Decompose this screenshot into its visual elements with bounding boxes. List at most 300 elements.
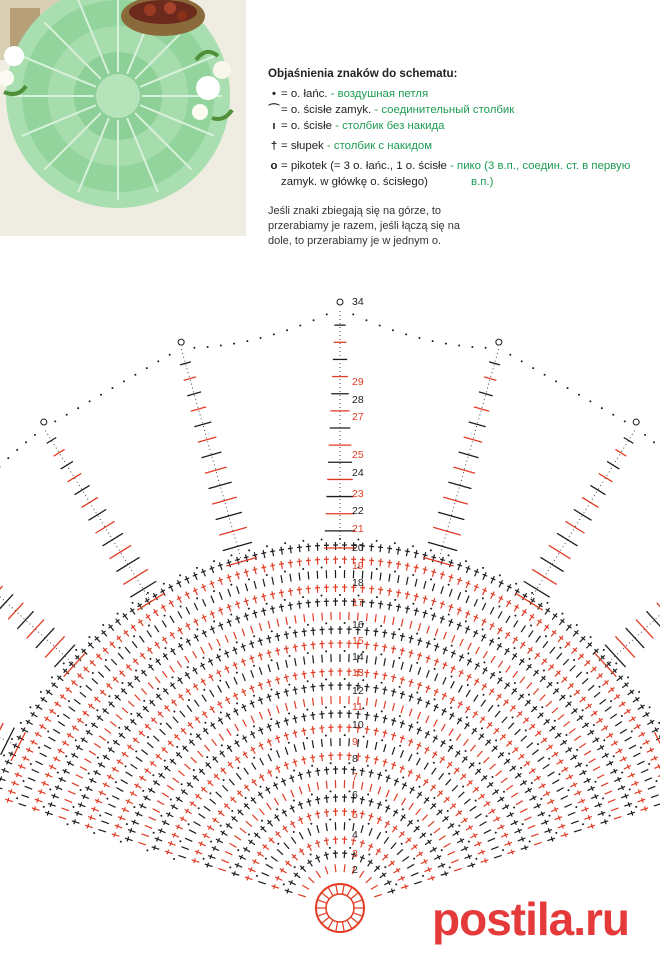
stitch-mark [588, 685, 594, 690]
stitch-mark [642, 798, 644, 803]
chain-dot [286, 329, 288, 331]
chain-dot [529, 840, 531, 842]
stitch-mark [282, 794, 286, 801]
chain-dot [179, 574, 181, 576]
chain-dot [541, 706, 543, 708]
stitch-mark [458, 792, 464, 797]
row-number: 2 [352, 864, 358, 876]
stitch-mark [259, 712, 262, 719]
stitch-mark [498, 661, 502, 668]
arc-icon: ⌒ [268, 104, 280, 116]
stitch-mark [454, 868, 462, 870]
spoke-rung [17, 611, 33, 629]
stitch-mark [387, 562, 392, 563]
spoke-rung [109, 545, 131, 558]
stitch-mark [508, 723, 513, 729]
chain-dot [544, 374, 546, 376]
stitch-mark [235, 618, 240, 620]
chain-dot [330, 762, 332, 764]
stitch-mark [218, 868, 226, 870]
stitch-mark [466, 581, 469, 588]
stitch-mark [85, 825, 93, 827]
picot-ring [337, 299, 343, 305]
stitch-round [232, 794, 449, 876]
stitch-mark [47, 811, 49, 816]
stitch-mark [187, 705, 192, 711]
stitch-mark [205, 864, 213, 866]
stitch-mark [152, 847, 160, 849]
chain-dot [306, 737, 308, 739]
stitch-mark [384, 630, 385, 638]
stitch-mark [409, 709, 412, 717]
stitch-mark [310, 686, 315, 687]
stitch-mark [162, 621, 166, 628]
stitch-mark [445, 871, 447, 876]
picot-ring [496, 339, 502, 345]
stitch-mark [431, 600, 436, 601]
chain-dot [310, 854, 312, 856]
stitch-mark [397, 849, 403, 854]
spoke-rung [187, 392, 201, 396]
row-number: 22 [352, 505, 364, 517]
stitch-mark [321, 753, 322, 761]
stitch-mark [392, 747, 395, 755]
chain-dot [97, 757, 99, 759]
chain-dot [230, 613, 232, 615]
stitch-mark [268, 621, 270, 629]
chain-dot [615, 662, 617, 664]
stitch-mark [527, 683, 532, 689]
stitch-mark [191, 757, 197, 763]
stitch-mark [170, 666, 175, 673]
chain-dot [325, 706, 327, 708]
stitch-mark [242, 629, 245, 637]
stitch-mark [508, 841, 510, 846]
stitch-mark [579, 743, 586, 747]
stitch-mark [310, 757, 315, 758]
spoke-rung [8, 603, 23, 620]
stitch-mark [219, 734, 224, 741]
stitch-mark [312, 740, 313, 748]
chain-dot [363, 736, 365, 738]
stitch-rings [0, 542, 660, 897]
stitch-mark [528, 825, 535, 828]
stitch-mark [293, 761, 298, 762]
stitch-mark [416, 758, 420, 765]
stitch-mark [284, 648, 289, 649]
stitch-mark [375, 628, 376, 636]
stitch-mark [638, 799, 646, 802]
stitch-mark [313, 684, 314, 692]
stitch-mark [558, 714, 564, 719]
chain-dot [502, 849, 504, 851]
stitch-mark [267, 725, 272, 727]
stitch-mark [304, 614, 305, 622]
stitch-mark [600, 699, 606, 704]
stitch-mark [218, 564, 223, 566]
stitch-mark [147, 743, 153, 748]
stitch-mark [401, 691, 403, 699]
spoke-rung [212, 497, 237, 504]
stitch-mark [581, 808, 588, 811]
stitch-mark [236, 773, 241, 779]
chain-dot [482, 567, 484, 569]
stitch-mark [274, 798, 278, 805]
chain-dot [219, 680, 221, 682]
stitch-mark [221, 860, 228, 863]
stitch-mark [88, 817, 96, 820]
chain-dot [522, 823, 524, 825]
spoke-rung [615, 636, 634, 657]
chain-dot [497, 705, 499, 707]
stitch-mark [628, 802, 630, 807]
stitch-mark [237, 572, 239, 580]
stitch-mark [210, 567, 215, 569]
chain-dot [273, 333, 275, 335]
stitch-mark [380, 587, 381, 595]
stitch-mark [193, 651, 197, 658]
stitch-mark [524, 817, 531, 820]
stitch-mark [277, 735, 280, 743]
stitch-mark [312, 726, 313, 734]
stitch-mark [288, 548, 293, 549]
stitch-mark [245, 569, 247, 577]
stitch-mark [402, 857, 408, 862]
stitch-mark [396, 592, 401, 593]
chain-dot [434, 638, 436, 640]
chain-dot [481, 727, 483, 729]
stitch-mark [409, 652, 414, 653]
stitch-mark [365, 757, 370, 758]
stitch-mark [507, 851, 515, 853]
stitch-mark [451, 681, 455, 688]
stitch-mark [298, 894, 306, 896]
stitch-mark [308, 572, 309, 580]
stitch-mark [288, 605, 293, 606]
chain-dot [219, 649, 221, 651]
stitch-mark [441, 724, 445, 731]
stitch-mark [222, 785, 228, 791]
stitch-mark [225, 851, 232, 855]
stitch-mark [375, 657, 376, 665]
stitch-mark [114, 832, 116, 837]
stitch-mark [427, 626, 429, 634]
stitch-mark [219, 577, 222, 585]
chain-dot [567, 387, 569, 389]
stitch-mark [194, 700, 199, 707]
chain-dot [573, 659, 575, 661]
stitch-mark [246, 821, 252, 826]
stitch-mark [72, 783, 79, 786]
center-stitch [328, 887, 333, 896]
chain-dot [540, 798, 542, 800]
chain-dot [80, 789, 82, 791]
stitch-mark [369, 772, 374, 773]
chain-dot [311, 793, 313, 795]
stitch-mark [259, 697, 262, 704]
stitch-mark [308, 586, 309, 594]
chain-dot [621, 772, 623, 774]
row-number: 6 [352, 789, 358, 801]
stitch-mark [387, 605, 392, 606]
stitch-mark [63, 714, 70, 719]
stitch-mark [335, 836, 336, 844]
stitch-mark [242, 674, 245, 681]
chain-dot [233, 343, 235, 345]
stitch-mark [322, 669, 323, 677]
stitch-mark [303, 699, 304, 707]
stitch-mark [335, 850, 336, 858]
stitch-mark [91, 808, 98, 811]
row-number: 21 [352, 523, 364, 535]
spoke-rung [615, 449, 626, 456]
stitch-mark [402, 798, 406, 805]
stitch-mark [272, 563, 274, 571]
stitch-mark [251, 716, 254, 723]
stitch-mark [441, 586, 443, 594]
stitch-mark [459, 685, 463, 692]
chain-dot [266, 574, 268, 576]
chain-dot [381, 682, 383, 684]
stitch-mark [243, 720, 247, 727]
stitch-mark [289, 777, 294, 779]
chain-dot [416, 633, 418, 635]
stitch-mark [279, 564, 284, 565]
stitch-mark [7, 798, 9, 803]
chain-dot [349, 819, 351, 821]
stitch-mark [98, 672, 104, 678]
chain-dot [237, 849, 239, 851]
chain-dot [93, 832, 95, 834]
stitch-mark [423, 598, 428, 599]
spoke-rung [89, 509, 107, 520]
stitch-mark [317, 782, 318, 790]
chain-dot [412, 574, 414, 576]
stitch-mark [417, 699, 422, 701]
stitch-mark [431, 615, 436, 617]
chain-dot [471, 346, 473, 348]
stitch-mark [360, 770, 365, 771]
stitch-mark [423, 555, 428, 556]
chain-dot [475, 800, 477, 802]
spoke-rung [540, 557, 563, 571]
stitch-mark [434, 720, 438, 727]
stitch-mark [384, 715, 386, 723]
stitch-mark [418, 697, 421, 704]
stitch-mark [251, 626, 253, 634]
stitch-mark [366, 726, 367, 734]
stitch-mark [384, 644, 385, 652]
stitch-mark [458, 577, 461, 585]
stitch-mark [471, 863, 473, 868]
chain-dot [321, 538, 323, 540]
stitch-mark [384, 672, 386, 680]
stitch-mark [361, 782, 362, 790]
stitch-mark [373, 631, 378, 632]
stitch-mark [286, 660, 288, 668]
stitch-mark [317, 585, 318, 593]
chain-dot [570, 695, 572, 697]
stitch-mark [315, 770, 320, 771]
chain-dot [385, 769, 387, 771]
cross-icon: † [270, 140, 278, 152]
chain-dot [148, 625, 150, 627]
stitch-mark [266, 864, 273, 868]
chain-dot [203, 657, 205, 659]
stitch-mark [384, 730, 386, 738]
stitch-mark [324, 798, 329, 799]
stitch-mark [361, 825, 363, 833]
chain-dot [171, 676, 173, 678]
stitch-mark [434, 645, 439, 647]
chain-dot [188, 823, 190, 825]
stitch-mark [293, 732, 298, 733]
chain-dot [610, 700, 612, 702]
fan-spoke [515, 428, 636, 610]
chain-dot [594, 781, 596, 783]
chain-dot [575, 806, 577, 808]
chain-dot [399, 686, 401, 688]
stitch-mark [431, 571, 436, 572]
chain-dot [220, 345, 222, 347]
stitch-mark [424, 581, 426, 589]
picot-ring [41, 419, 47, 425]
spoke-rung [624, 437, 634, 443]
stitch-mark [377, 774, 382, 775]
stitch-mark [374, 894, 382, 896]
fan-spoke [0, 671, 25, 761]
chain-dot [293, 769, 295, 771]
stitch-mark [401, 633, 403, 641]
chain-dot [206, 756, 208, 758]
stitch-mark [483, 651, 487, 658]
stitch-mark [418, 638, 420, 646]
stitch-mark [638, 789, 640, 794]
stitch-mark [414, 567, 419, 568]
stitch-mark [366, 755, 367, 763]
stitch-mark [361, 768, 362, 776]
stitch-mark [234, 647, 237, 654]
chain-dot [495, 739, 497, 741]
stitch-mark [401, 706, 403, 714]
chain-dot [307, 624, 309, 626]
stitch-mark [268, 635, 270, 643]
stitch-mark [286, 674, 288, 682]
spoke-rung [0, 723, 3, 749]
stitch-mark [576, 672, 582, 678]
stitch-mark [285, 890, 293, 892]
chain-dot [289, 655, 291, 657]
chain-dot [147, 736, 149, 738]
picot-ring [633, 419, 639, 425]
stitch-mark [281, 561, 282, 569]
stitch-mark [317, 768, 318, 776]
stitch-mark [516, 801, 523, 805]
stitch-mark [393, 617, 394, 625]
stitch-mark [382, 689, 387, 690]
stitch-mark [615, 722, 622, 726]
stitch-mark [382, 632, 387, 633]
stitch-mark [211, 581, 214, 588]
spoke-rung [428, 542, 457, 550]
stitch-mark [396, 564, 401, 565]
stitch-mark [608, 799, 615, 802]
stitch-mark [565, 832, 567, 837]
center-stitch [347, 887, 352, 896]
stitch-mark [86, 685, 92, 690]
chain-dot [96, 709, 98, 711]
stitch-mark [344, 864, 345, 872]
stitch-mark [286, 631, 288, 639]
stitch-mark [527, 743, 533, 748]
stitch-mark [68, 791, 75, 794]
stitch-mark [310, 729, 315, 730]
stitch-mark [53, 729, 60, 733]
chain-dot [121, 682, 123, 684]
stitch-mark [48, 737, 55, 741]
stitch-mark [513, 671, 518, 677]
stitch-mark [141, 689, 146, 695]
stitch-mark [237, 601, 240, 609]
chain-dot [468, 841, 470, 843]
chain-dot [499, 574, 501, 576]
stitch-mark [474, 599, 477, 606]
chain-dot [325, 650, 327, 652]
stitch-mark [375, 671, 376, 679]
stitch-mark [311, 644, 316, 645]
stitch-mark [263, 565, 265, 573]
chain-dot [385, 799, 387, 801]
chain-dot [612, 414, 614, 416]
stitch-mark [317, 599, 318, 607]
spoke-rung [474, 407, 489, 411]
chain-dot [582, 709, 584, 711]
stitch-mark [406, 548, 407, 556]
stitch-round [258, 822, 422, 884]
stitch-mark [181, 847, 188, 850]
spoke-rung [479, 392, 493, 396]
stitch-mark [466, 596, 469, 603]
chain-dot [325, 622, 327, 624]
stitch-mark [389, 574, 390, 582]
chain-dot [381, 710, 383, 712]
chain-dot [92, 672, 94, 674]
stitch-mark [245, 598, 247, 606]
chain-dot [491, 776, 493, 778]
stitch-mark [11, 782, 18, 785]
chain-dot [57, 715, 59, 717]
stitch-mark [482, 603, 485, 610]
stitch-mark [439, 773, 444, 779]
stitch-mark [398, 575, 399, 583]
stitch-mark [75, 812, 83, 815]
chain-dot [416, 662, 418, 664]
stitch-mark [392, 732, 394, 740]
chain-dot [229, 866, 231, 868]
stitch-mark [270, 608, 275, 609]
chain-dot [163, 583, 165, 585]
stitch-mark [593, 767, 600, 771]
stitch-mark [361, 840, 364, 848]
stitch-mark [267, 681, 272, 682]
stitch-mark [317, 825, 319, 833]
stitch-mark [391, 691, 396, 692]
stitch-mark [258, 640, 263, 641]
stitch-mark [485, 858, 487, 863]
stitch-mark [391, 843, 396, 849]
stitch-mark [374, 759, 379, 760]
stitch-mark [281, 547, 282, 555]
